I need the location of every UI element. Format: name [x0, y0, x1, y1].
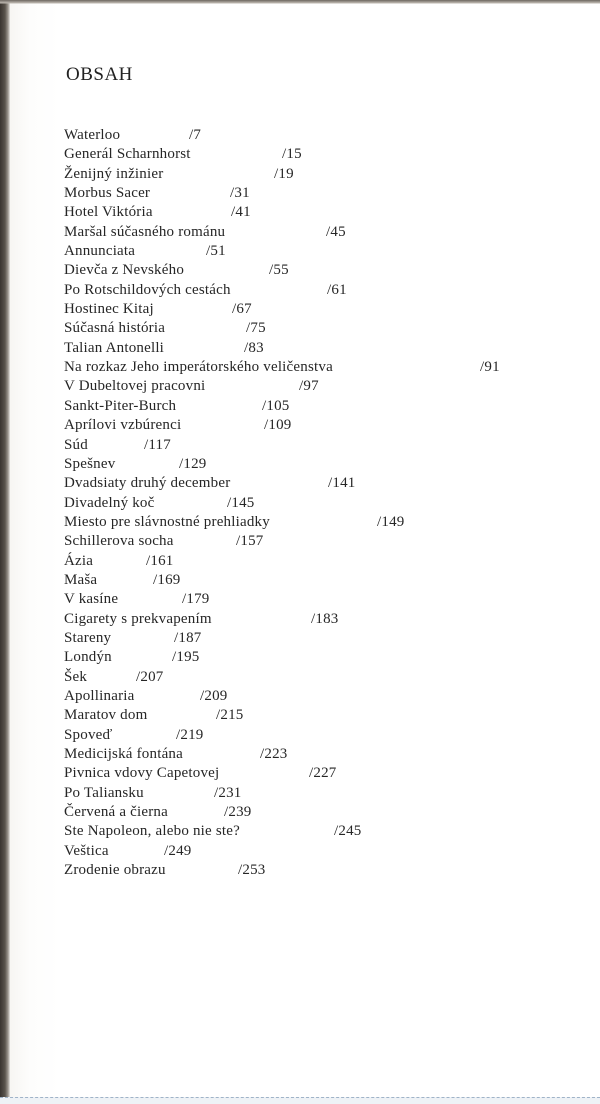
toc-entry-title: Miesto pre slávnostné prehliadky — [64, 513, 270, 530]
toc-entry — [64, 513, 584, 532]
toc-entry-title: Apollinaria — [64, 687, 135, 704]
toc-entry — [64, 706, 584, 725]
toc-entry-page-number: /179 — [182, 591, 210, 608]
toc-entry-title: Maratov dom — [64, 707, 148, 724]
toc-entry-page-number: /45 — [326, 223, 346, 240]
toc-entry-page-number: /41 — [231, 204, 251, 221]
toc-entry — [64, 184, 584, 203]
toc-entry-page-number: /245 — [334, 823, 362, 840]
toc-entry-page-number: /183 — [311, 610, 339, 627]
toc-entry — [64, 416, 584, 435]
toc-entry-title: Medicijská fontána — [64, 746, 183, 762]
toc-entry-title: Súd — [64, 436, 88, 453]
toc-entry-page-number: /15 — [282, 146, 302, 163]
table-of-contents — [64, 126, 584, 880]
toc-entry-title: Morbus Sacer — [64, 185, 151, 202]
toc-entry-page-number: /149 — [377, 513, 405, 530]
toc-entry-page-number: /215 — [216, 707, 244, 724]
toc-entry — [64, 687, 584, 706]
toc-entry-page-number: /169 — [153, 571, 181, 588]
toc-entry — [64, 319, 584, 338]
toc-entry-title: V Dubeltovej pracovni — [64, 378, 206, 395]
toc-entry-title: Londýn — [64, 649, 112, 666]
toc-entry — [64, 861, 584, 880]
toc-entry — [64, 339, 584, 358]
toc-entry-page-number: /141 — [328, 475, 356, 492]
toc-entry — [64, 842, 584, 861]
toc-entry-title: Divadelný koč — [64, 494, 155, 511]
toc-entry-title: Na rozkaz Jeho imperátorského veličenstva — [64, 359, 333, 376]
toc-entry-title: Ste Napoleon, alebo nie ste? — [64, 823, 240, 840]
toc-entry — [64, 571, 584, 590]
toc-entry-title: Annunciata — [64, 243, 136, 260]
toc-entry-page-number: /129 — [179, 455, 207, 472]
toc-entry — [64, 745, 584, 764]
toc-entry-title: Maršal súčasného románu — [64, 223, 226, 240]
toc-entry-title: Schillerova socha — [64, 533, 174, 550]
toc-entry-page-number: /187 — [174, 629, 202, 646]
toc-entry — [64, 203, 584, 222]
toc-entry — [64, 436, 584, 455]
toc-entry-title: Súčasná história — [64, 320, 166, 337]
toc-entry — [64, 455, 584, 474]
toc-entry-page-number: /239 — [224, 804, 252, 821]
toc-entry-page-number: /109 — [264, 417, 292, 434]
toc-entry-page-number: /219 — [176, 726, 204, 743]
toc-entry — [64, 145, 584, 164]
page-title: OBSAH — [66, 64, 133, 85]
toc-entry-page-number: /75 — [246, 320, 266, 337]
toc-entry-page-number: /209 — [200, 687, 228, 704]
toc-entry-title: Aprílovi vzbúrenci — [64, 417, 182, 434]
toc-entry-page-number: /7 — [189, 127, 202, 143]
toc-entry — [64, 764, 584, 783]
toc-entry — [64, 784, 584, 803]
toc-entry-title: Červená a čierna — [64, 804, 168, 821]
toc-entry-title: Generál Scharnhorst — [64, 146, 191, 163]
toc-entry — [64, 668, 584, 687]
book-spine-shadow — [0, 0, 10, 1103]
toc-entry — [64, 261, 584, 280]
toc-entry-page-number: /51 — [206, 243, 226, 260]
toc-entry-title: Cigarety s prekvapením — [64, 610, 212, 627]
page-top-edge — [0, 0, 600, 4]
toc-entry — [64, 281, 584, 300]
toc-entry-page-number: /105 — [262, 397, 290, 414]
toc-entry-title: V kasíne — [64, 591, 119, 608]
toc-entry-title: Veštica — [64, 842, 109, 859]
toc-entry-page-number: /61 — [327, 281, 347, 298]
toc-entry — [64, 223, 584, 242]
toc-entry-page-number: /145 — [227, 494, 255, 511]
toc-entry-title: Waterloo — [64, 127, 121, 143]
toc-entry — [64, 474, 584, 493]
toc-entry-page-number: /157 — [236, 533, 264, 550]
toc-entry — [64, 726, 584, 745]
toc-entry — [64, 532, 584, 551]
toc-entry — [64, 590, 584, 609]
toc-entry-title: Sankt-Piter-Burch — [64, 397, 177, 414]
toc-entry — [64, 358, 584, 377]
toc-entry-title: Spešnev — [64, 455, 116, 472]
toc-entry — [64, 648, 584, 667]
toc-entry — [64, 494, 584, 513]
toc-entry — [64, 552, 584, 571]
toc-entry-title: Po Rotschildových cestách — [64, 281, 231, 298]
toc-entry-title: Hotel Viktória — [64, 204, 153, 221]
toc-entry — [64, 629, 584, 648]
toc-entry-title: Šek — [64, 668, 88, 685]
toc-entry-page-number: /253 — [238, 862, 266, 879]
toc-entry-title: Dvadsiaty druhý december — [64, 475, 231, 492]
toc-entry-title: Stareny — [64, 629, 112, 646]
toc-entry — [64, 300, 584, 319]
toc-entry — [64, 165, 584, 184]
toc-entry-page-number: /67 — [232, 301, 252, 318]
toc-entry-title: Zrodenie obrazu — [64, 862, 166, 879]
toc-entry-page-number: /249 — [164, 842, 192, 859]
toc-entry — [64, 126, 584, 145]
toc-entry-page-number: /161 — [146, 552, 174, 569]
toc-entry-title: Dievča z Nevského — [64, 262, 185, 279]
toc-entry-title: Pivnica vdovy Capetovej — [64, 765, 220, 782]
toc-entry-page-number: /227 — [309, 765, 337, 782]
toc-entry-title: Maša — [64, 571, 98, 588]
toc-entry — [64, 610, 584, 629]
toc-entry-title: Hostinec Kitaj — [64, 301, 154, 318]
toc-entry — [64, 803, 584, 822]
toc-entry-page-number: /207 — [136, 668, 164, 685]
toc-entry-title: Talian Antonelli — [64, 339, 165, 356]
toc-entry-title: Ženijný inžinier — [64, 165, 164, 182]
toc-entry — [64, 377, 584, 396]
toc-entry-page-number: /91 — [480, 359, 500, 376]
toc-entry-title: Ázia — [64, 552, 94, 569]
toc-entry-page-number: /97 — [299, 378, 319, 395]
toc-entry-page-number: /117 — [144, 436, 171, 453]
toc-entry — [64, 242, 584, 261]
toc-entry-page-number: /195 — [172, 649, 200, 666]
toc-entry-page-number: /55 — [269, 262, 289, 279]
toc-entry-title: Spoveď — [64, 726, 113, 743]
toc-entry-title: Po Taliansku — [64, 784, 144, 801]
toc-entry-page-number: /223 — [260, 746, 288, 762]
toc-entry — [64, 822, 584, 841]
toc-entry-page-number: /31 — [230, 185, 250, 202]
toc-entry-page-number: /231 — [214, 784, 242, 801]
toc-entry-page-number: /83 — [244, 339, 264, 356]
toc-entry-page-number: /19 — [274, 165, 294, 182]
toc-entry — [64, 397, 584, 416]
